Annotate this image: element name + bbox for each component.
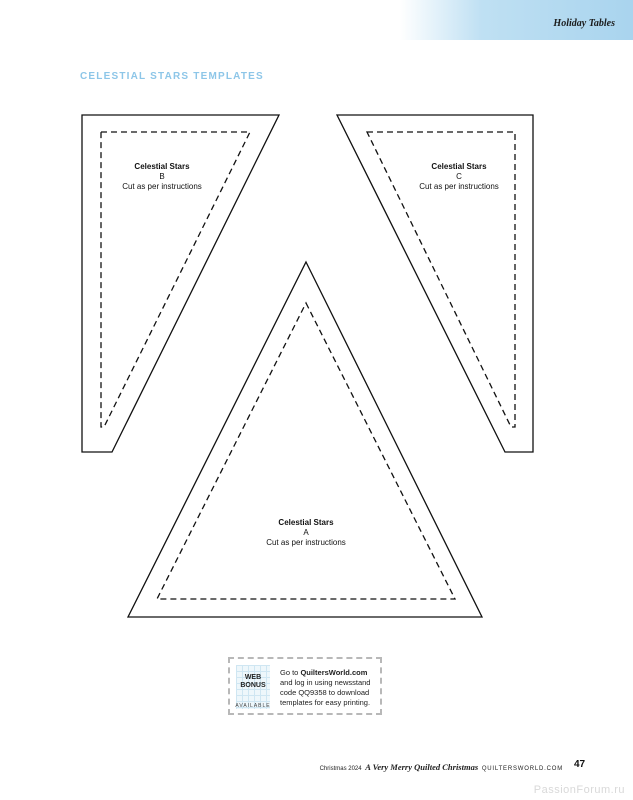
template-b-letter: B <box>159 172 165 181</box>
template-a-label <box>236 518 376 548</box>
section-tag: Holiday Tables <box>553 18 615 29</box>
template-c-label <box>389 162 529 192</box>
footer-magazine: A Very Merry Quilted Christmas <box>365 762 479 772</box>
template-a-outline <box>128 262 482 617</box>
page-heading: CELESTIAL STARS TEMPLATES <box>80 71 264 82</box>
template-c-name: Celestial Stars <box>431 162 487 171</box>
web-bonus-badge-bonus: BONUS <box>240 682 266 689</box>
web-bonus-badge-available: AVAILABLE <box>235 703 271 709</box>
footer-site: QUILTERSWORLD.COM <box>481 766 563 772</box>
template-b-instruction: Cut as per instructions <box>122 182 202 191</box>
template-a-letter: A <box>303 528 309 537</box>
web-bonus-badge <box>236 665 270 709</box>
web-bonus-go-to: Go to <box>280 668 299 677</box>
web-bonus-line4: templates for easy printing. <box>280 698 371 707</box>
template-c-instruction: Cut as per instructions <box>419 182 499 191</box>
web-bonus-site-link[interactable]: QuiltersWorld.com <box>300 668 368 677</box>
template-b-label <box>92 162 232 192</box>
web-bonus-text <box>280 668 384 708</box>
footer-credit <box>320 762 563 772</box>
template-b-name: Celestial Stars <box>134 162 190 171</box>
template-a-instruction: Cut as per instructions <box>266 538 346 547</box>
watermark: PassionForum.ru <box>533 784 625 796</box>
template-c-letter: C <box>456 172 462 181</box>
footer-issue: Christmas 2024 <box>319 766 362 772</box>
template-a-seam-line <box>157 303 455 599</box>
web-bonus-badge-web: WEB <box>244 674 262 681</box>
web-bonus-box <box>228 657 382 715</box>
template-a-name: Celestial Stars <box>278 518 334 527</box>
web-bonus-line3: code QQ9358 to download <box>280 688 370 697</box>
page-number: 47 <box>574 759 586 770</box>
web-bonus-line2: and log in using newsstand <box>280 678 371 687</box>
